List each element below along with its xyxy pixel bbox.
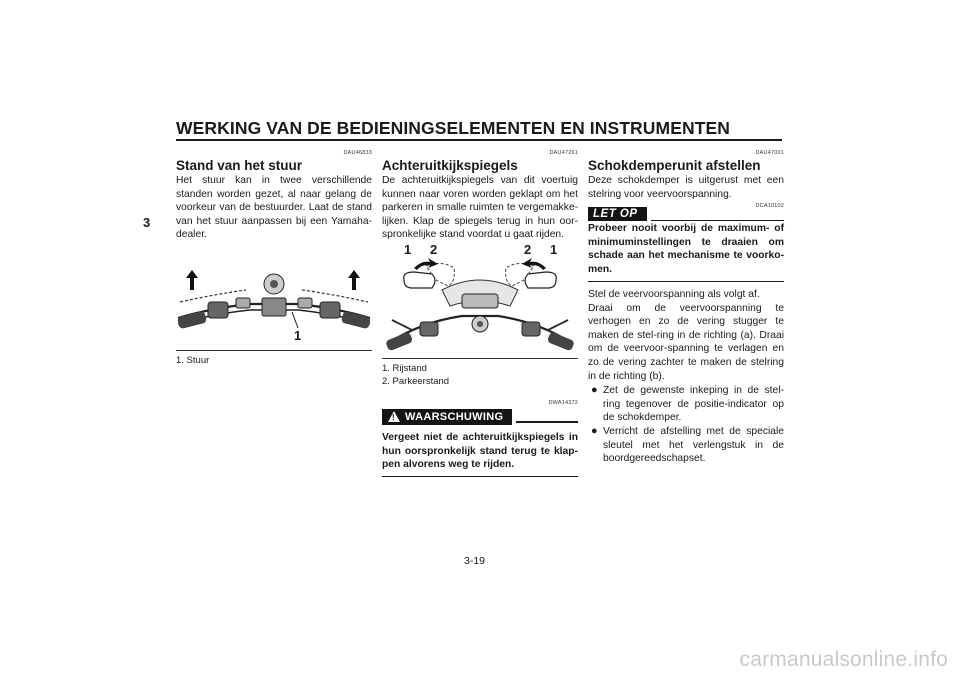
- page-number: 3-19: [464, 555, 486, 567]
- warning-text: Vergeet niet de achteruitkijkspiegels in hun oorspronkelijk stand terug te klap-pen alvorens weg te rijden.: [382, 431, 578, 471]
- section-body: Het stuur kan in twee verschillende standen worden gezet, al naar gelang de voorkeur van de bestuurder. Laat de stand van het stuur aanpassen bij een Yamaha-dealer.: [176, 175, 372, 241]
- notice-badge: LET OP: [588, 207, 647, 221]
- section-mirrors: [382, 150, 578, 477]
- notice-text: Probeer nooit voorbij de maximum- of minimuminstellingen te draaien om schade aan het mechanisme te voorko-men.: [588, 223, 784, 275]
- handlebar-figure: [176, 260, 372, 350]
- warning-rule: [516, 421, 578, 423]
- figure-callout-1: 1: [404, 241, 412, 257]
- section-shock-absorber: [588, 150, 784, 466]
- warning-badge: [382, 409, 512, 425]
- figure-labels: [382, 358, 578, 388]
- list-item: ● Verricht de afstelling met de speciale sleutel met het verlengstuk in de boordgereedschapset.: [591, 425, 784, 465]
- warning-block: [382, 400, 578, 477]
- bullet-icon: ●: [591, 425, 598, 437]
- instruction-paragraph: Draai om de veervoorspanning te verhogen en zo de vering stugger te maken de stel-ring in de richting (a). Draai om de veervoor-spanning te verlagen en zo de vering zachter te maken de stelring in de richting (b).: [588, 302, 784, 382]
- notice-end-rule: [588, 281, 784, 283]
- page-title: WERKING VAN DE BEDIENINGSELEMENTEN EN INSTRUMENTEN: [176, 118, 731, 138]
- section-title: Schokdemperunit afstellen: [588, 158, 761, 173]
- section-code: DAU47261: [549, 150, 578, 156]
- list-item: ● Zet de gewenste inkeping in de stel-ring tegenover de positie-indicator op de schokdemper.: [591, 384, 784, 424]
- instruction-line: Stel de veervoorspanning als volgt af.: [588, 289, 760, 301]
- section-code: DAU47001: [755, 150, 784, 156]
- notice-rule: [651, 220, 784, 222]
- instruction-bullets: [588, 384, 784, 466]
- chapter-tab: 3: [143, 215, 151, 230]
- notice-code: DCA10102: [755, 203, 784, 210]
- section-title: Achteruitkijkspiegels: [382, 158, 518, 173]
- header-rule: [176, 139, 782, 141]
- page-header: [176, 118, 782, 138]
- warning-label: WAARSCHUWING: [405, 410, 504, 423]
- figure-callout-1: 1: [550, 241, 558, 257]
- figure-callout-2: 2: [524, 241, 532, 257]
- warning-end-rule: [382, 476, 578, 478]
- warning-triangle-icon: !: [388, 411, 400, 422]
- figure-label: 1. Stuur: [176, 354, 210, 366]
- mirror-figure: [382, 241, 578, 358]
- watermark: carmanualsonline.info: [739, 648, 948, 671]
- section-body: De achteruitkijkspiegels van dit voertuig kunnen naar voren worden geklapt om het parkeren in smalle ruimten te vergemakke-lijken. Klap de spiegels terug in hun oor-spronkelijke stand voordat u gaat rijden.: [382, 175, 578, 241]
- mirror-illustration: [382, 250, 578, 358]
- bullet-icon: ●: [591, 384, 598, 397]
- figure-label: 2. Parkeerstand: [382, 375, 450, 387]
- warning-heading: [382, 409, 578, 425]
- warning-code: DWA14372: [548, 399, 578, 406]
- section-steering: [176, 150, 372, 367]
- section-code: DAU46833: [343, 150, 372, 156]
- figure-label: 1. Rijstand: [382, 362, 427, 374]
- figure-callout-2: 2: [430, 241, 438, 257]
- handlebar-illustration: [176, 260, 372, 350]
- section-intro: Deze schokdemper is uitgerust met een stelring voor veervoorspanning.: [588, 175, 784, 200]
- figure-callout-1: 1: [294, 327, 302, 343]
- section-title: Stand van het stuur: [176, 158, 303, 173]
- figure-labels: [176, 350, 372, 367]
